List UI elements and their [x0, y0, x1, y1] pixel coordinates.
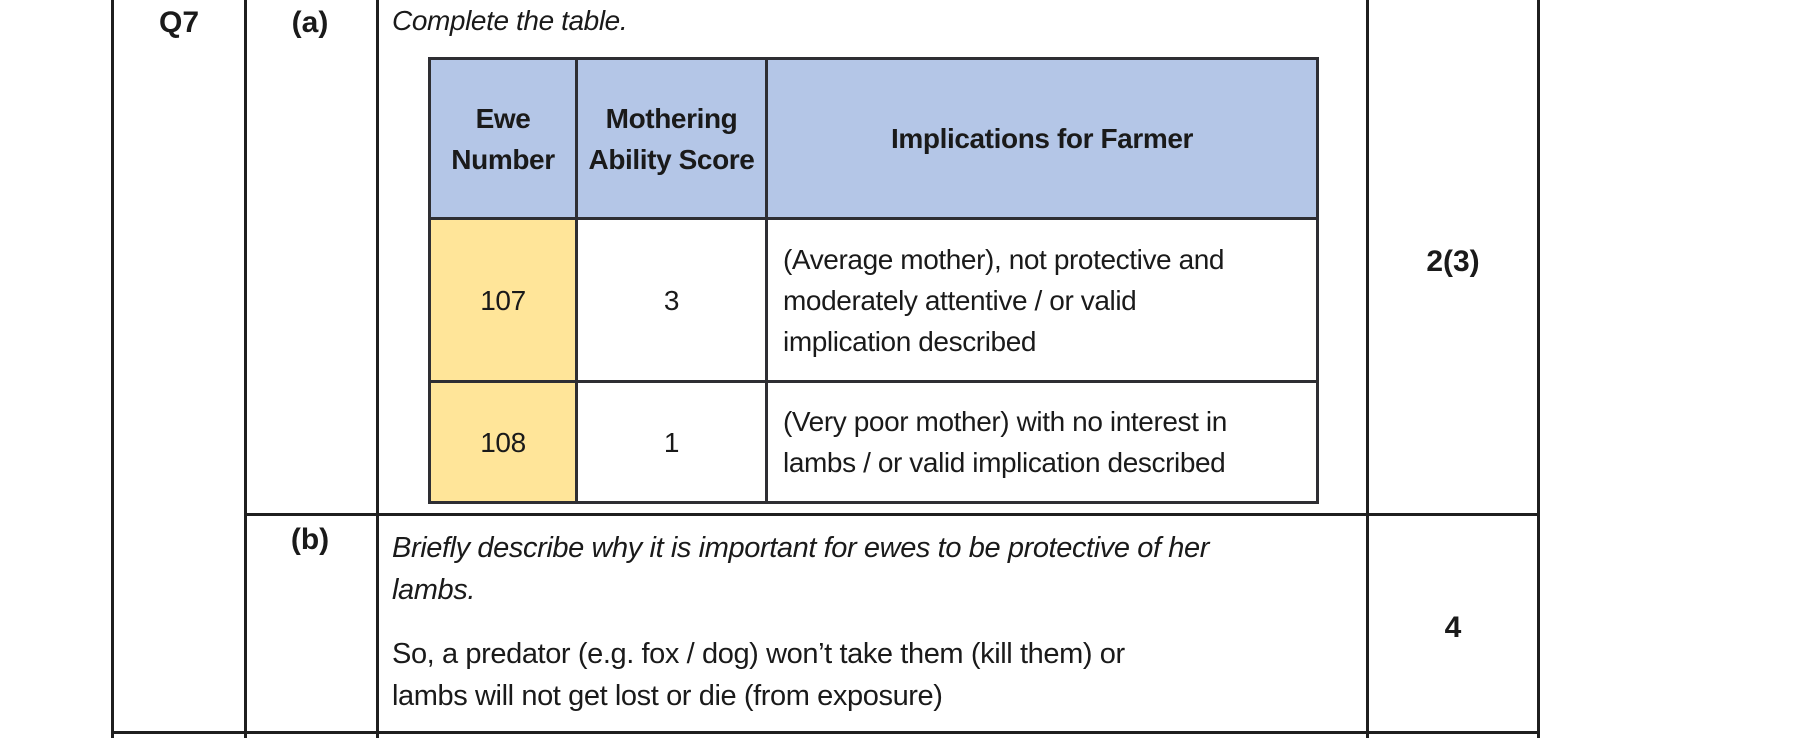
frame-line-part-col — [376, 0, 379, 738]
answer-table — [428, 57, 1319, 504]
question-number: Q7 — [158, 6, 200, 39]
ewe-number-cell: 108 — [431, 383, 578, 501]
ewe-number-cell: 107 — [431, 220, 578, 383]
implication-text: (Average mother), not protective and moderately attentive / or valid implication described — [783, 243, 1225, 357]
part-b-answer: So, a predator (e.g. fox / dog) won’t take them (kill them) or lambs will not get lost or die (from exposure) — [392, 638, 1125, 712]
part-a-marks: 2(3) — [1426, 245, 1480, 278]
part-b-content — [392, 527, 1372, 717]
implication-cell — [768, 220, 1316, 383]
implication-text: (Very poor mother) with no interest in lambs / or valid implication described — [783, 406, 1227, 478]
frame-line-bottom — [111, 731, 1540, 734]
frame-line-question-col — [244, 0, 247, 738]
column-header-ewe-number: Ewe Number — [431, 60, 578, 220]
part-a-instruction: Complete the table. — [392, 5, 628, 36]
frame-line-right — [1537, 0, 1540, 738]
column-header-mothering-ability-score: Mothering Ability Score — [578, 60, 768, 220]
column-header-implications: Implications for Farmer — [768, 60, 1316, 220]
part-label-b: (b) — [290, 523, 330, 556]
part-label-a: (a) — [291, 6, 329, 39]
score-cell: 1 — [578, 383, 768, 501]
part-b-marks: 4 — [1444, 611, 1462, 644]
frame-line-part-divider — [244, 513, 1540, 516]
frame-line-left — [111, 0, 114, 738]
score-cell: 3 — [578, 220, 768, 383]
part-b-instruction: Briefly describe why it is important for ewes to be protective of her lambs. — [392, 532, 1209, 606]
implication-cell — [768, 383, 1316, 501]
